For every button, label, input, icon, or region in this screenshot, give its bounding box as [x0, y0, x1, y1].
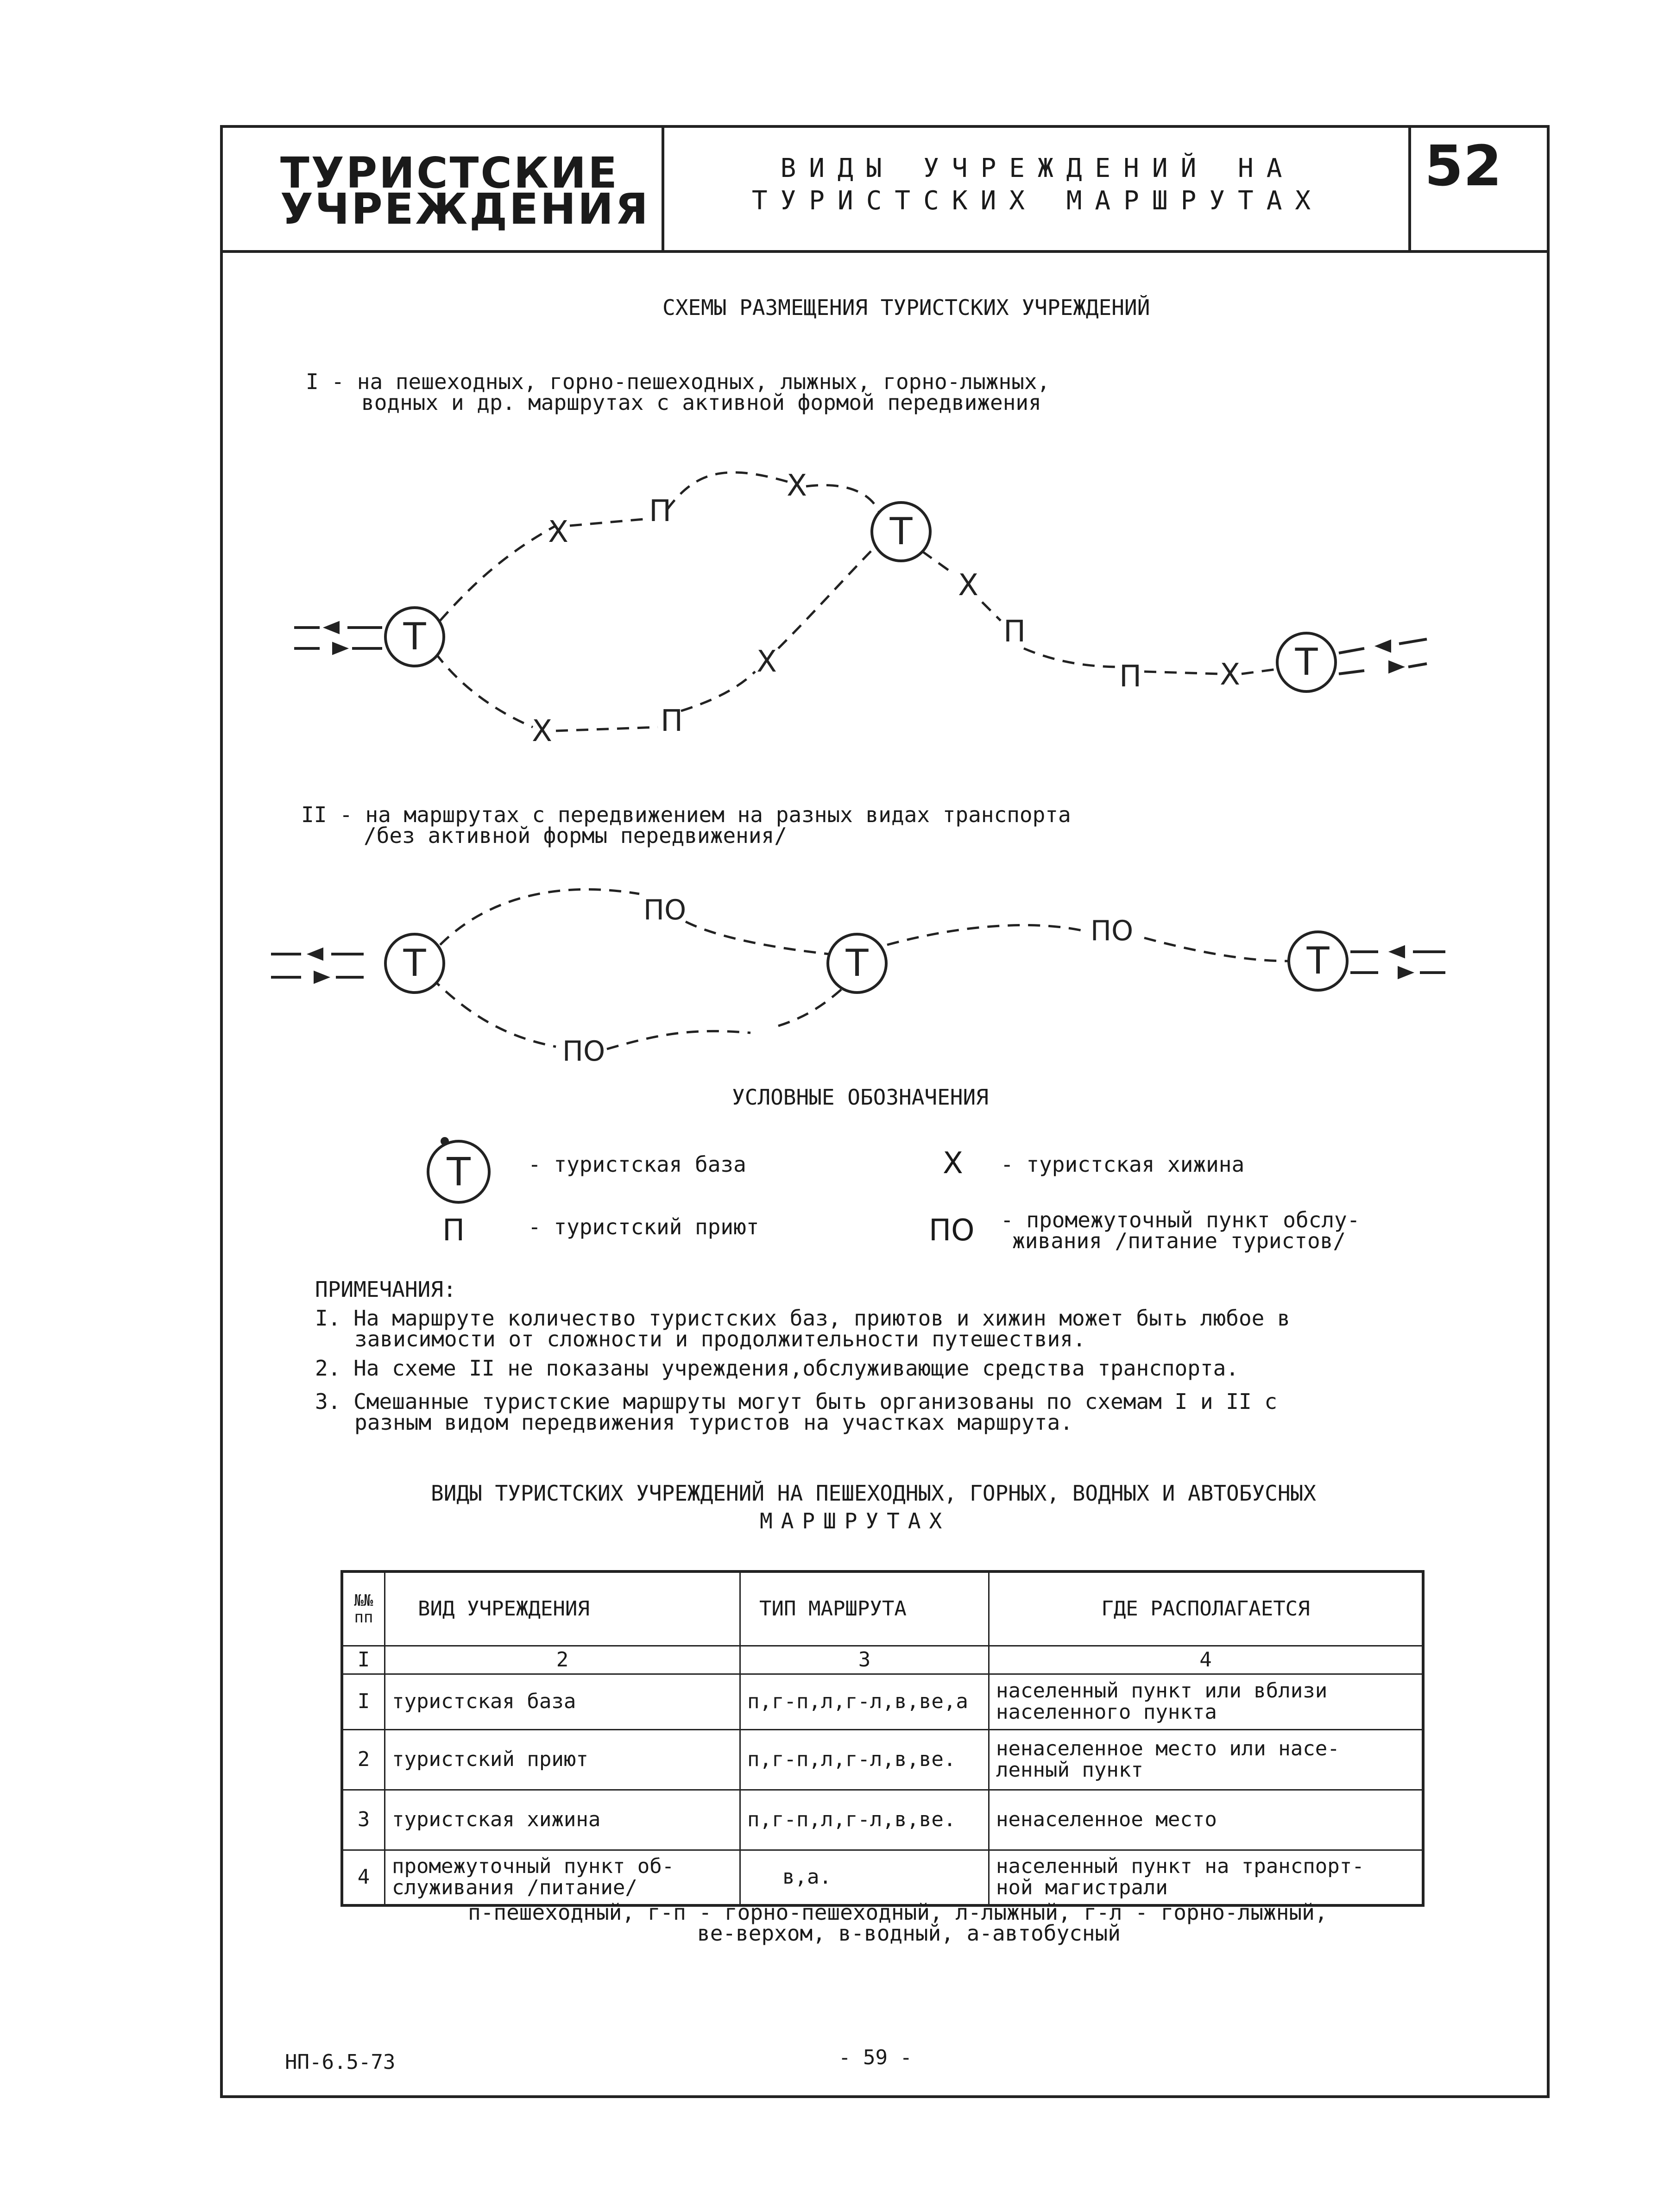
tourist-shelter-icon: П [1119, 660, 1142, 694]
table-row [342, 1850, 1423, 1905]
service-point-icon: ПО [929, 1213, 975, 1248]
row-location-line1: ненаселенное место [996, 1808, 1217, 1831]
scheme1-caption-line1: I - на пешеходных, горно-пешеходных, лыжных, горно-лыжных, [306, 369, 1050, 394]
row-location-line1: населенный пункт на транспорт- [996, 1854, 1364, 1879]
sheet-title-line1: ВИДЫ УЧРЕЖДЕНИЙ НА [780, 153, 1295, 183]
tourist-hut-icon: Х [943, 1146, 963, 1181]
note-2: 2. На схеме II не показаны учреждения,обслуживающие средства транспорта. [315, 1356, 1239, 1381]
schemes-heading: СХЕМЫ РАЗМЕЩЕНИЯ ТУРИСТСКИХ УЧРЕЖДЕНИЙ [662, 295, 1150, 320]
header-cell-location: ГДЕ РАСПОЛАГАЕТСЯ [989, 1571, 1424, 1646]
note-3-line2: разным видом передвижения туристов на участках маршрута. [354, 1410, 1073, 1435]
svg-text:Т: Т [889, 510, 913, 553]
abbreviations-line1: п-пешеходный, г-п - горно-пешеходный, л-лыжный, г-л - горно-лыжный, [468, 1900, 1328, 1925]
tourist-hut-icon: Х [1220, 658, 1240, 692]
table-title-line1: ВИДЫ ТУРИСТСКИХ УЧРЕЖДЕНИЙ НА ПЕШЕХОДНЫХ, ГОРНЫХ, ВОДНЫХ И АВТОБУСНЫХ [431, 1481, 1316, 1506]
header-separator-right [1408, 125, 1411, 251]
row-location-line2: ленный пункт [996, 1758, 1143, 1782]
svg-text:Т: Т [1295, 641, 1318, 684]
tourist-base-icon [1277, 633, 1336, 691]
abbreviations-line2: ве-верхом, в-водный, а-автобусный [697, 1921, 1121, 1946]
row-number: 4 [342, 1850, 385, 1905]
colnum-cell: 4 [989, 1646, 1424, 1674]
svg-text:Т: Т [1306, 939, 1330, 982]
legend-shelter-label: - туристский приют [528, 1214, 759, 1239]
tourist-hut-icon: Х [532, 714, 552, 748]
tourist-hut-icon: Х [757, 645, 777, 679]
row-type-line1: промежуточный пункт об- [392, 1854, 675, 1879]
svg-text:Т: Т [845, 942, 869, 985]
note-1-line1: I. На маршруте количество туристских баз, приютов и хижин может быть любое в [315, 1306, 1290, 1331]
tourist-hut-icon: Х [958, 568, 978, 603]
row-number: 2 [342, 1729, 385, 1790]
service-point-icon: ПО [1090, 915, 1134, 947]
row-type: туристский приют [385, 1729, 740, 1790]
header-divider [220, 250, 1550, 253]
tourist-base-icon [1289, 932, 1347, 990]
table-row [342, 1729, 1423, 1790]
document-code: НП-6.5-73 [285, 2050, 396, 2074]
table-row [342, 1790, 1423, 1850]
institutions-table [340, 1570, 1425, 1907]
service-point-icon: ПО [643, 894, 687, 926]
scheme1-diagram [0, 440, 1658, 764]
tourist-base-icon [828, 934, 886, 993]
header-cell-number: №№ пп [342, 1571, 385, 1646]
row-number: 3 [342, 1790, 385, 1850]
table-header-row [342, 1571, 1423, 1646]
row-route: в,а. [740, 1850, 989, 1905]
header-cell-type: ВИД УЧРЕЖДЕНИЯ [385, 1571, 740, 1646]
sheet-title-line2: ТУРИСТСКИХ МАРШРУТАХ [751, 186, 1324, 216]
svg-text:Т: Т [403, 615, 426, 658]
colnum-cell: 2 [385, 1646, 740, 1674]
legend-heading: УСЛОВНЫЕ ОБОЗНАЧЕНИЯ [732, 1085, 989, 1110]
row-location-line1: населенный пункт или вблизи [996, 1679, 1328, 1703]
tourist-shelter-icon: П [1003, 615, 1026, 649]
tourist-shelter-icon: П [442, 1213, 465, 1248]
row-route: п,г-п,л,г-л,в,ве,а [740, 1674, 989, 1729]
tourist-hut-icon: Х [548, 515, 568, 549]
tourist-shelter-icon: П [660, 704, 683, 738]
svg-text:Т: Т [403, 942, 426, 985]
row-type-line2: служивания /питание/ [392, 1876, 637, 1900]
colnum-cell: 3 [740, 1646, 989, 1674]
legend-service-label-line2: живания /питание туристов/ [1012, 1228, 1346, 1253]
row-route: п,г-п,л,г-л,в,ве. [740, 1790, 989, 1850]
exit-arrows-icon [1339, 639, 1427, 674]
legend-hut-label: - туристская хижина [1001, 1152, 1245, 1177]
row-location-line1: ненаселенное место или насе- [996, 1737, 1340, 1760]
scheme2-diagram [0, 857, 1658, 1088]
row-location [989, 1729, 1424, 1790]
table-colnum-row [342, 1646, 1423, 1674]
section-title-line1: ТУРИСТСКИЕ [280, 148, 619, 198]
tourist-base-icon [385, 934, 444, 993]
row-location [989, 1674, 1424, 1729]
row-type [385, 1850, 740, 1905]
header-separator-left [662, 125, 664, 251]
section-title-line2: УЧРЕЖДЕНИЯ [280, 184, 650, 234]
legend-service-label-line1: - промежуточный пункт обслу- [1001, 1207, 1360, 1232]
note-1-line2: зависимости от сложности и продолжительности путешествия. [354, 1326, 1086, 1351]
svg-text:Т: Т [447, 1149, 471, 1194]
row-route: п,г-п,л,г-л,в,ве. [740, 1729, 989, 1790]
row-type: туристская база [385, 1674, 740, 1729]
row-location [989, 1790, 1424, 1850]
scheme2-caption-line2: /без активной формы передвижения/ [364, 823, 787, 848]
legend-base-label: - туристская база [528, 1152, 746, 1177]
page-number: - 59 - [838, 2046, 912, 2069]
row-number: I [342, 1674, 385, 1729]
colnum-cell: I [342, 1646, 385, 1674]
note-3-line1: 3. Смешанные туристские маршруты могут быть организованы по схемам I и II с [315, 1389, 1278, 1414]
service-point-icon: ПО [562, 1035, 605, 1068]
scheme1-caption-line2: водных и др. маршрутах с активной формой передвижения [361, 390, 1041, 415]
row-location-line2: населенного пункта [996, 1700, 1217, 1724]
header-cell-route: ТИП МАРШРУТА [740, 1571, 989, 1646]
tourist-base-icon [385, 608, 444, 666]
row-location [989, 1850, 1424, 1905]
scheme2-caption-line1: II - на маршрутах с передвижением на разных видах транспорта [301, 802, 1071, 827]
notes-heading: ПРИМЕЧАНИЯ: [315, 1277, 456, 1302]
table-row [342, 1674, 1423, 1729]
table-title-line2: МАРШРУТАХ [760, 1508, 951, 1533]
row-location-line2: ной магистрали [996, 1876, 1168, 1900]
row-type: туристская хижина [385, 1790, 740, 1850]
entry-arrows-icon [271, 949, 364, 982]
tourist-base-icon [417, 1130, 500, 1213]
exit-arrows-icon [1350, 947, 1445, 977]
tourist-shelter-icon: П [649, 494, 672, 528]
entry-arrows-icon [294, 623, 382, 653]
sheet-number: 52 [1425, 134, 1502, 199]
tourist-hut-icon: Х [787, 469, 807, 503]
tourist-base-icon [872, 503, 930, 561]
